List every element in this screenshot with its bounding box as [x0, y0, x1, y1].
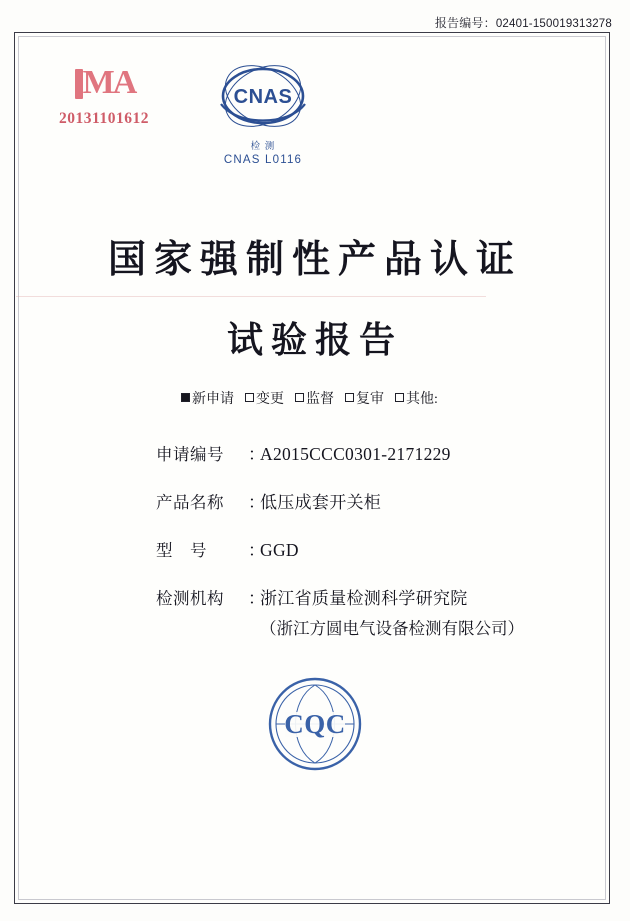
- option-new-application[interactable]: [181, 388, 234, 408]
- cma-mark-group: [44, 66, 164, 128]
- cnas-emblem-svg: [211, 56, 315, 140]
- cma-bar: [75, 69, 83, 99]
- option-label-review: 复审: [356, 392, 385, 407]
- option-other[interactable]: [395, 388, 438, 408]
- option-label-other: 其他:: [406, 392, 438, 407]
- cma-letters: MA: [82, 64, 136, 101]
- page-title: 国家强制性产品认证: [107, 239, 522, 281]
- field-value-test-organization: 浙江省质量检测科学研究院: [260, 589, 468, 608]
- report-number: [435, 14, 612, 31]
- field-value-test-organization-sub: （浙江方圆电气设备检测有限公司）: [260, 619, 524, 638]
- cnas-mark-group: [188, 56, 338, 166]
- field-value-application-no: A2015CCC0301-2171229: [260, 444, 451, 464]
- report-number-label: 报告编号：: [434, 16, 496, 30]
- certificate-fields: [156, 440, 576, 639]
- checkbox-review[interactable]: [345, 393, 354, 402]
- report-number-value: 02401-150019313278: [495, 18, 612, 30]
- cqc-seal-svg: [267, 676, 363, 772]
- option-review[interactable]: [345, 388, 384, 408]
- checkbox-other[interactable]: [395, 393, 404, 402]
- field-value-product-name: 低压成套开关柜: [260, 493, 382, 512]
- field-colon-model: ：: [248, 541, 265, 560]
- field-product-name: [156, 488, 576, 513]
- cma-icon: [73, 66, 136, 100]
- svg-text:CNAS: CNAS: [233, 86, 293, 108]
- scan-artifact-line: [16, 296, 486, 297]
- cnas-subtitle: 检 测: [250, 141, 276, 152]
- option-label-change: 变更: [256, 392, 285, 407]
- option-supervision[interactable]: [295, 388, 334, 408]
- checkbox-change[interactable]: [245, 393, 254, 402]
- option-label-new-application: 新申请: [192, 392, 235, 407]
- cma-number: 20131101612: [59, 110, 149, 127]
- field-application-no: [156, 440, 576, 465]
- cnas-icon: [211, 56, 315, 140]
- accreditation-marks: [40, 56, 340, 186]
- option-label-supervision: 监督: [306, 392, 335, 407]
- field-label-test-organization: 检测机构: [156, 589, 224, 608]
- field-label-product-name: 产品名称: [156, 493, 224, 512]
- cqc-seal-text: CQC: [284, 709, 346, 739]
- field-value-model: GGD: [260, 540, 299, 560]
- field-colon-application-no: ：: [248, 445, 265, 464]
- field-label-model: 型 号: [156, 541, 207, 560]
- field-label-application-no: 申请编号: [156, 445, 224, 464]
- application-type-row: [0, 388, 630, 408]
- field-colon-product-name: ：: [248, 493, 265, 512]
- page-subtitle: 试验报告: [226, 320, 403, 360]
- option-change[interactable]: [245, 388, 284, 408]
- field-model: [156, 536, 576, 561]
- checkbox-supervision[interactable]: [295, 393, 304, 402]
- field-colon-test-organization: ：: [248, 589, 265, 608]
- field-test-organization: [156, 584, 576, 609]
- checkbox-new-application[interactable]: [181, 393, 190, 402]
- cnas-code: CNAS L0116: [223, 154, 303, 166]
- cqc-seal: [267, 676, 363, 772]
